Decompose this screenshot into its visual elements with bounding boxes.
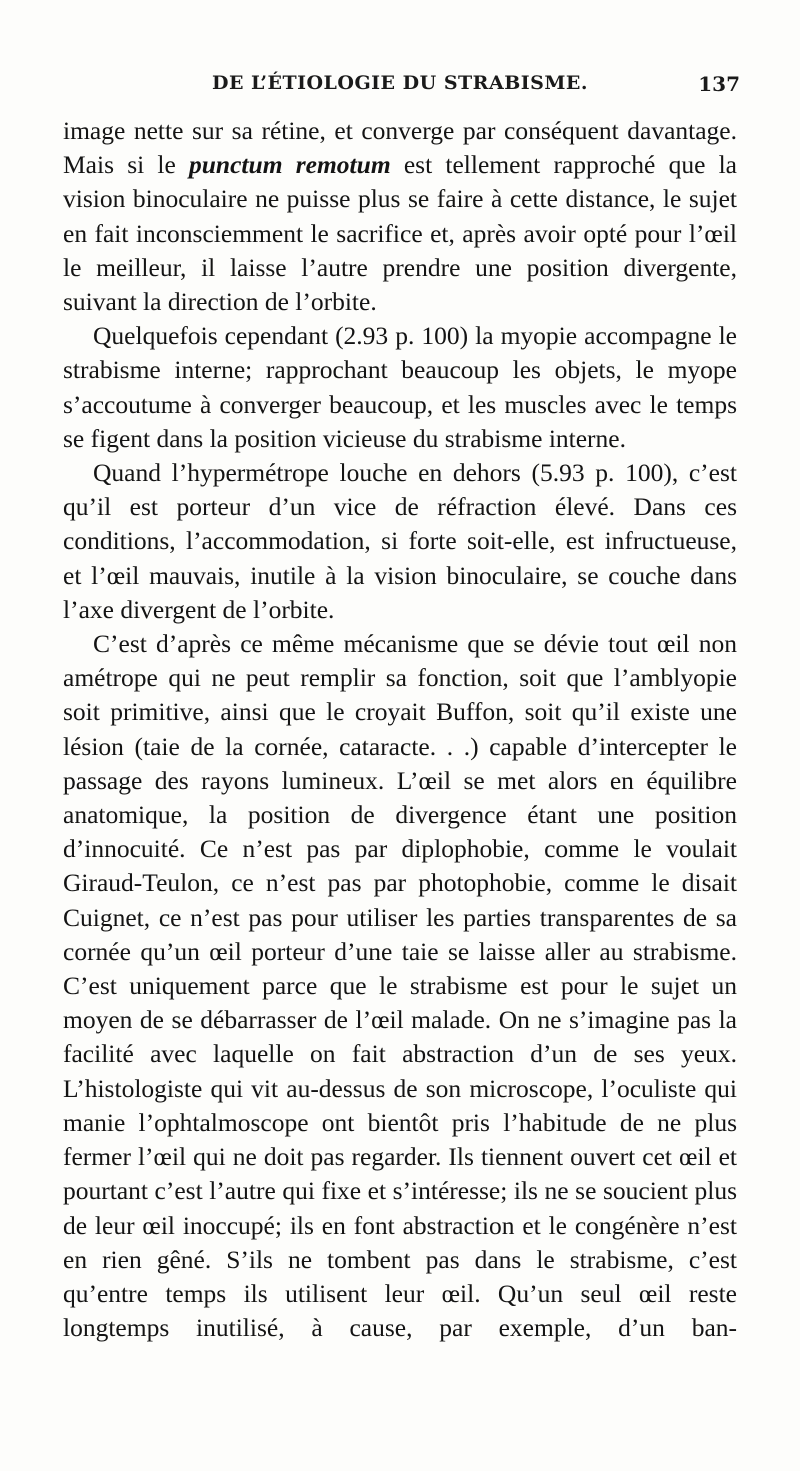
- running-title: DE L’ÉTIOLOGIE DU STRABISME.: [211, 72, 589, 94]
- body-text: [63, 114, 737, 1345]
- paragraph-3: Quand l’hypermétrope louche en dehors (5.93 p. 100), c’est qu’il est porteur d’un vice de réfraction élevé. Dans ces conditions, l’accommodation, si forte soit-elle, est infructueuse, et l’œil mauvais, inutile à la vision binoculaire, se couche dans l’axe divergent de l’orbite.: [63, 458, 737, 624]
- page-number: 137: [698, 72, 740, 96]
- paragraph-1-italic-term: punctum remotum: [189, 150, 391, 180]
- running-head: [60, 72, 740, 104]
- paragraph-1: [63, 114, 737, 319]
- paragraph-2: Quelquefois cependant (2.93 p. 100) la myopie accompagne le strabisme interne; rapprochant beaucoup les objets, le myope s’accoutume à converger beaucoup, et les muscles avec le temps se figent dans la position vicieuse du strabisme interne.: [63, 321, 737, 453]
- paragraph-1-text-a: image nette sur sa rétine, et converge par conséquent davantage. Mais si le: [63, 116, 737, 180]
- paragraph-1-text-b: est tellement rapproché que la vision binoculaire ne puisse plus se faire à cette distance, le sujet en fait inconsciemment le sacrifice et, après avoir opté pour l’œil le meilleur, il laisse l’autre prendre une position divergente, suivant la direction de l’orbite.: [63, 150, 737, 317]
- paragraph-4: C’est d’après ce même mécanisme que se dévie tout œil non amétrope qui ne peut remplir sa fonction, soit que l’amblyopie soit primitive, ainsi que le croyait Buffon, soit qu’il existe une lésion (taie de la cornée, cataracte. . .) capable d’intercepter le passage des rayons lumineux. L’œil se met alors en équilibre anatomique, la position de divergence étant une position d’innocuité. Ce n’est pas par diplophobie, comme le voulait Giraud-Teulon, ce n’est pas par photophobie, comme le disait Cuignet, ce n’est pas pour utiliser les parties transparentes de sa cornée qu’un œil porteur d’une taie se laisse aller au strabisme. C’est uniquement parce que le strabisme est pour le sujet un moyen de se débarrasser de l’œil malade. On ne s’imagine pas la facilité avec laquelle on fait abstraction d’un de ses yeux. L’histologiste qui vit au-dessus de son microscope, l’oculiste qui manie l’ophtalmoscope ont bientôt pris l’habitude de ne plus fermer l’œil qui ne doit pas regarder. Ils tiennent ouvert cet œil et pourtant c’est l’autre qui fixe et s’intéresse; ils ne se soucient plus de leur œil inoccupé; ils en font abstraction et le congénère n’est en rien gêné. S’ils ne tombent pas dans le strabisme, c’est qu’entre temps ils utilisent leur œil. Qu’un seul œil reste longtemps inutilisé, à cause, par exemple, d’un ban-: [63, 629, 737, 1343]
